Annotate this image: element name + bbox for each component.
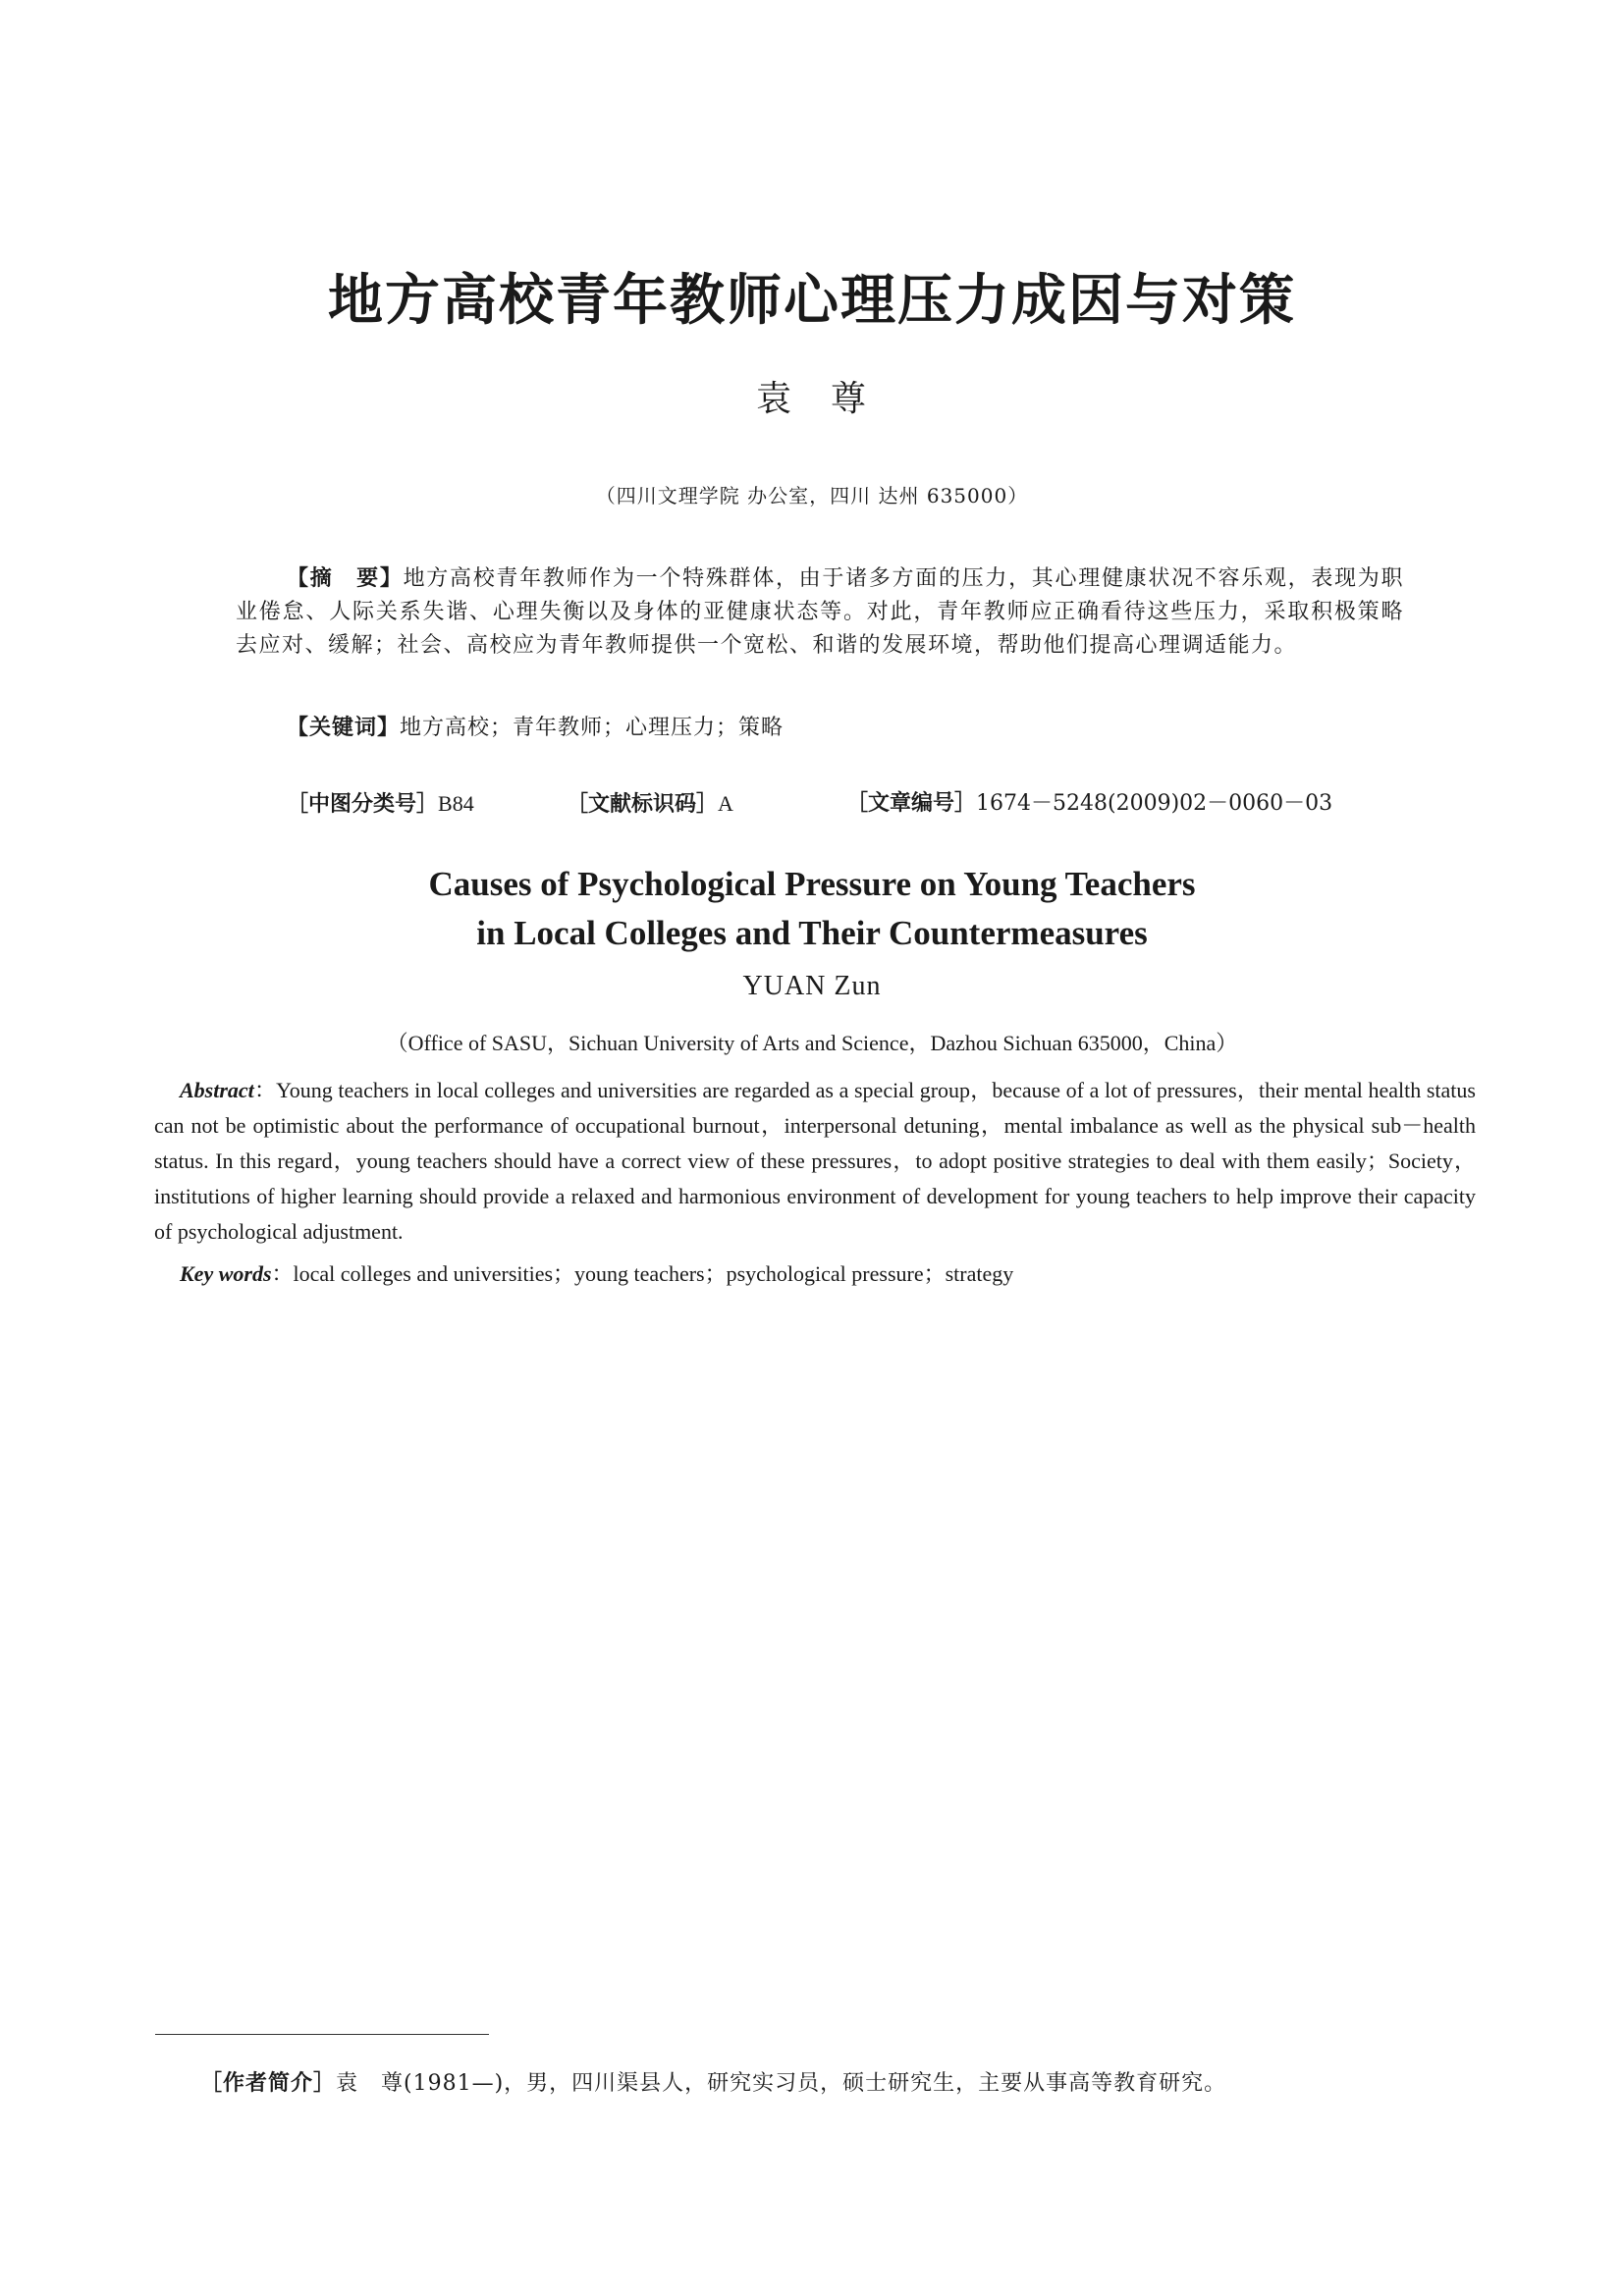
english-abstract [154, 1073, 1476, 1250]
article-number-label: ［文章编号］ [846, 791, 977, 816]
clc-label: ［中图分类号］ [287, 792, 439, 817]
clc-number [287, 787, 474, 822]
english-author: YUAN Zun [742, 971, 882, 1001]
english-keywords [180, 1256, 1476, 1292]
english-title-line-2: in Local Colleges and Their Countermeasures [476, 914, 1148, 952]
document-code-label: ［文献标识码］ [567, 792, 719, 817]
keywords-text: 地方高校；青年教师；心理压力；策略 [400, 716, 785, 740]
footnote-text: 袁 尊(1981—)，男，四川渠县人，研究实习员，硕士研究生，主要从事高等教育研究。 [336, 2071, 1227, 2096]
english-keywords-text: local colleges and universities；young teachers；psychological pressure；strategy [293, 1261, 1014, 1286]
english-title [0, 860, 1624, 958]
keywords-label: 【关键词】 [287, 716, 401, 740]
article-number-value: 1674－5248(2009)02－0060－03 [976, 791, 1333, 816]
english-title-line-1: Causes of Psychological Pressure on Young Teachers [428, 865, 1196, 903]
author-footnote [200, 2067, 1477, 2101]
chinese-title: 地方高校青年教师心理压力成因与对策 [328, 269, 1296, 333]
chinese-affiliation: （四川文理学院 办公室，四川 达州 635000） [595, 484, 1029, 507]
chinese-abstract [236, 562, 1404, 663]
footnote-label: ［作者简介］ [200, 2071, 337, 2096]
abstract-text: 地方高校青年教师作为一个特殊群体，由于诸多方面的压力，其心理健康状况不容乐观，表现为职业倦怠、人际关系失谐、心理失衡以及身体的亚健康状态等。对此，青年教师应正确看待这些压力，采取积极策略去应对、缓解；社会、高校应为青年教师提供一个宽松、和谐的发展环境，帮助他们提高心理调适能力。 [236, 566, 1404, 658]
english-keywords-label: Key words [180, 1261, 272, 1286]
footnote-divider [155, 2034, 489, 2035]
english-abstract-separator: ： [253, 1078, 277, 1102]
english-affiliation: （Office of SASU，Sichuan University of Arts and Science，Dazhou Sichuan 635000，China） [386, 1031, 1238, 1055]
chinese-keywords [287, 712, 1406, 745]
article-number [846, 787, 1332, 821]
clc-value: B84 [438, 791, 474, 816]
english-abstract-text: Young teachers in local colleges and universities are regarded as a special group，because of a lot of pressures，their mental health status can not be optimistic about the performance of occupational burnout，interpersonal detuning，mental imbalance as well as the physical sub－health status. In this regard，young teachers should have a correct view of these pressures，to adopt positive strategies to deal with them easily；Society，institutions of higher learning should provide a relaxed and harmonious environment of development for young teachers to help improve their capacity of psychological adjustment. [154, 1078, 1476, 1244]
document-code-value: A [718, 791, 733, 816]
english-keywords-separator: ： [271, 1261, 294, 1286]
chinese-author: 袁 尊 [755, 379, 868, 419]
document-code [567, 787, 733, 822]
abstract-label: 【摘 要】 [287, 566, 404, 591]
english-abstract-label: Abstract [180, 1078, 254, 1102]
